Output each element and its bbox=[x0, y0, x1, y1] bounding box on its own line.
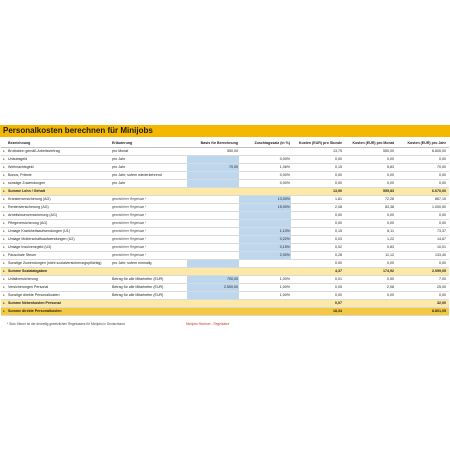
cell-month: 0,00 bbox=[387, 213, 394, 217]
cell-note: pro Jahr bbox=[112, 157, 126, 161]
cell-label: Summe direkte Personalkosten bbox=[8, 309, 62, 313]
cell-label: Sonstige Zuwendungen (nicht sozialversicherungspflichtig) bbox=[8, 261, 102, 265]
table-row bbox=[1, 172, 449, 180]
cell-note: pro Jahr bbox=[112, 181, 126, 185]
table-header-row bbox=[1, 139, 449, 148]
table-row bbox=[1, 276, 449, 284]
cell-base[interactable] bbox=[187, 180, 239, 187]
sum-row bbox=[1, 308, 449, 316]
row-bullet-icon: ▸ bbox=[3, 277, 5, 281]
cell-month: 0,00 bbox=[387, 261, 394, 265]
cell-year: 0,00 bbox=[439, 173, 446, 177]
cell-hour: 13,75 bbox=[333, 149, 342, 153]
row-bullet-icon: ▸ bbox=[3, 301, 5, 305]
row-bullet-icon: ▸ bbox=[3, 309, 5, 313]
cell-hour: 0,07 bbox=[335, 301, 342, 305]
cell-label: Bonus, Prämie bbox=[8, 173, 32, 177]
cell-pct: 1,00% bbox=[279, 277, 290, 281]
cell-pct bbox=[239, 300, 291, 307]
cell-note: gesetzlicher Regelsatz * bbox=[112, 213, 147, 217]
cell-month: 0,00 bbox=[387, 221, 394, 225]
cell-base bbox=[187, 220, 239, 227]
cell-base[interactable] bbox=[187, 156, 239, 163]
row-bullet-icon: ▸ bbox=[3, 181, 5, 185]
cell-base: 550,00 bbox=[227, 149, 238, 153]
table-row bbox=[1, 284, 449, 292]
cell-label: sonstige Zuwendungen bbox=[8, 181, 46, 185]
cell-hour: 0,02 bbox=[335, 245, 342, 249]
cell-base bbox=[187, 268, 239, 275]
cell-hour: 0,00 bbox=[335, 157, 342, 161]
cell-label: Bruttolohn gemäß Arbeitsvertrag bbox=[8, 149, 60, 153]
cell-year: 70,00 bbox=[437, 165, 446, 169]
footnote: * Stan Steuer ist der derzeitig gesetzlichen Regelsatzes für Minijobs in Deutschland bbox=[7, 322, 125, 326]
cell-month: 0,00 bbox=[387, 181, 394, 185]
sum-row bbox=[1, 300, 449, 308]
cell-hour: 0,00 bbox=[335, 181, 342, 185]
table-row bbox=[1, 220, 449, 228]
cell-hour: 0,00 bbox=[335, 261, 342, 265]
cell-year: 14,67 bbox=[437, 237, 446, 241]
cell-hour: 0,00 bbox=[335, 213, 342, 217]
cell-base bbox=[187, 300, 239, 307]
cell-note: gesetzlicher Regelsatz * bbox=[112, 245, 147, 249]
cell-note: gesetzlicher Regelsatz * bbox=[112, 197, 147, 201]
cell-year: 73,37 bbox=[437, 229, 446, 233]
cell-year: 0,00 bbox=[439, 157, 446, 161]
cell-label: Umlage Insolvenzgeld (U3) bbox=[8, 245, 52, 249]
cell-year: 0,00 bbox=[439, 213, 446, 217]
cell-base bbox=[187, 252, 239, 259]
cell-year: 0,00 bbox=[439, 293, 446, 297]
cell-note: pro Monat bbox=[112, 149, 129, 153]
cell-pct[interactable]: 13,00% bbox=[239, 196, 291, 203]
cell-month: 1,22 bbox=[387, 237, 394, 241]
cell-base bbox=[187, 236, 239, 243]
cell-label: Pauschale Steuer bbox=[8, 253, 37, 257]
cell-label: Rentenversicherung (AG) bbox=[8, 205, 49, 209]
cell-month: 2,08 bbox=[387, 285, 394, 289]
header-label: Bezeichnung bbox=[8, 141, 31, 145]
cell-base[interactable]: 70,00 bbox=[187, 164, 239, 171]
cell-label: Unfallversicherung bbox=[8, 277, 38, 281]
cell-note: pro Jahr bbox=[112, 165, 126, 169]
cell-pct bbox=[239, 260, 291, 267]
title-bar bbox=[0, 125, 450, 137]
cell-pct bbox=[239, 268, 291, 275]
header-base: Basis für Berechnung bbox=[200, 141, 238, 145]
row-bullet-icon: ▸ bbox=[3, 173, 5, 177]
cell-label: Krankenversicherung (AG) bbox=[8, 197, 51, 201]
cell-pct bbox=[239, 308, 291, 315]
cell-hour: 0,00 bbox=[335, 293, 342, 297]
cell-label: Summe Nebenkosten Personal bbox=[8, 301, 61, 305]
cell-month: 0,50 bbox=[387, 277, 394, 281]
cell-month: 0,00 bbox=[387, 157, 394, 161]
table-row bbox=[1, 196, 449, 204]
row-bullet-icon: ▸ bbox=[3, 261, 5, 265]
cell-month: 174,92 bbox=[383, 269, 394, 273]
table-row bbox=[1, 164, 449, 172]
table-row bbox=[1, 212, 449, 220]
cell-base bbox=[187, 196, 239, 203]
cell-pct bbox=[239, 148, 291, 155]
cell-month: 0,00 bbox=[387, 293, 394, 297]
footer-link[interactable]: Minijobs Rechner - Regelsätze bbox=[186, 322, 230, 326]
cell-hour: 0,28 bbox=[335, 253, 342, 257]
row-bullet-icon: ▸ bbox=[3, 189, 5, 193]
cell-base bbox=[187, 244, 239, 251]
cell-label: Weihnachtsgeld bbox=[8, 165, 34, 169]
cell-year: 0,00 bbox=[439, 261, 446, 265]
cell-pct bbox=[239, 188, 291, 195]
cell-base bbox=[187, 188, 239, 195]
cell-pct: 0,00% bbox=[279, 157, 290, 161]
cell-month: 83,38 bbox=[385, 205, 394, 209]
cell-year: 0,00 bbox=[439, 221, 446, 225]
cell-month: 550,00 bbox=[383, 149, 394, 153]
cell-month: 5,83 bbox=[387, 165, 394, 169]
cell-pct: 1,00% bbox=[279, 285, 290, 289]
cell-pct[interactable]: 2,00% bbox=[239, 252, 291, 259]
cell-note: gesetzlicher Regelsatz * bbox=[112, 205, 147, 209]
header-year: Kosten (EUR) pro Jahr bbox=[407, 141, 446, 145]
cell-year: 8.801,05 bbox=[432, 309, 446, 313]
row-bullet-icon: ▸ bbox=[3, 221, 5, 225]
cell-pct: 1,00% bbox=[279, 293, 290, 297]
cell-note bbox=[111, 188, 187, 195]
cell-month: 11,12 bbox=[385, 253, 394, 257]
table-row bbox=[1, 252, 449, 260]
cell-year: 6.600,00 bbox=[432, 149, 446, 153]
cell-pct: 0,00% bbox=[279, 181, 290, 185]
table-row bbox=[1, 244, 449, 252]
cell-hour: 0,05 bbox=[335, 285, 342, 289]
cell-year: 25,00 bbox=[437, 285, 446, 289]
row-bullet-icon: ▸ bbox=[3, 269, 5, 273]
table-row bbox=[1, 180, 449, 188]
cell-label: Summe Lohn / Gehalt bbox=[8, 189, 45, 193]
row-bullet-icon: ▸ bbox=[3, 213, 5, 217]
cell-pct[interactable]: 1,10% bbox=[239, 228, 291, 235]
cell-year: 0,00 bbox=[439, 181, 446, 185]
cell-hour: 0,15 bbox=[335, 165, 342, 169]
row-bullet-icon: ▸ bbox=[3, 197, 5, 201]
cell-hour: 0,03 bbox=[335, 237, 342, 241]
cell-note: pro Jahr; sofern einmalig bbox=[112, 261, 152, 265]
table-row bbox=[1, 156, 449, 164]
header-month: Kosten (EUR) pro Monat bbox=[352, 141, 394, 145]
cell-pct: 0,00% bbox=[279, 173, 290, 177]
cell-label: Arbeitslosenversicherung (AG) bbox=[8, 213, 57, 217]
cell-note: gesetzlicher Regelsatz * bbox=[112, 237, 147, 241]
cell-pct: 1,06% bbox=[279, 165, 290, 169]
sheet-title: Personalkosten berechnen für Minijobs bbox=[3, 126, 153, 135]
cell-note: gesetzlicher Regelsatz * bbox=[112, 253, 147, 257]
cell-note bbox=[111, 308, 187, 315]
cell-base[interactable] bbox=[187, 172, 239, 179]
cell-label: Sonstige direkte Personalkosten bbox=[8, 293, 60, 297]
cell-note: gesetzlicher Regelsatz * bbox=[112, 229, 147, 233]
sum-row bbox=[1, 188, 449, 196]
cell-note: pro Jahr; sofern wiederkehrend bbox=[112, 173, 162, 177]
cell-base[interactable] bbox=[187, 292, 239, 299]
table-row bbox=[1, 204, 449, 212]
header-hour: Kosten (EUR) pro Stunde bbox=[298, 141, 342, 145]
cell-base bbox=[187, 308, 239, 315]
cell-month bbox=[343, 308, 395, 315]
cell-year: 2.099,05 bbox=[432, 269, 446, 273]
cell-month: 555,83 bbox=[383, 189, 394, 193]
header-note: Erläuterung bbox=[112, 141, 133, 145]
cell-hour: 0,00 bbox=[335, 173, 342, 177]
cell-label: Versicherungen Personal bbox=[8, 285, 49, 289]
table-row bbox=[1, 292, 449, 300]
cell-year: 7,00 bbox=[439, 277, 446, 281]
table-row bbox=[1, 236, 449, 244]
cell-year: 10,01 bbox=[437, 245, 446, 249]
cell-label: Urlaubsgeld bbox=[8, 157, 28, 161]
cell-month: 0,83 bbox=[387, 245, 394, 249]
cell-year: 6.670,00 bbox=[432, 189, 446, 193]
sum-row bbox=[1, 268, 449, 276]
table-row bbox=[1, 148, 449, 156]
cell-pct[interactable] bbox=[239, 212, 291, 219]
row-bullet-icon: ▸ bbox=[3, 285, 5, 289]
cell-hour: 2,08 bbox=[335, 205, 342, 209]
cell-pct[interactable]: 0,22% bbox=[239, 236, 291, 243]
cell-base[interactable]: 2.500,00 bbox=[187, 284, 239, 291]
cell-pct[interactable]: 15,00% bbox=[239, 204, 291, 211]
cell-note bbox=[111, 300, 187, 307]
header-pct: Zuschlagssatz (in %) bbox=[254, 141, 290, 145]
cell-note: gesetzlicher Regelsatz * bbox=[112, 221, 147, 225]
cell-base[interactable]: 700,00 bbox=[187, 276, 239, 283]
row-bullet-icon: ▸ bbox=[3, 253, 5, 257]
cell-hour: 0,00 bbox=[335, 221, 342, 225]
cell-base bbox=[187, 228, 239, 235]
row-bullet-icon: ▸ bbox=[3, 293, 5, 297]
cell-hour: 0,01 bbox=[335, 277, 342, 281]
cell-note: Betrag für alle Mitarbeiter (EUR) bbox=[112, 285, 164, 289]
spreadsheet bbox=[0, 125, 450, 325]
cell-note: Betrag für alle Mitarbeiter (EUR) bbox=[112, 277, 164, 281]
table-row bbox=[1, 228, 449, 236]
cell-month bbox=[343, 300, 395, 307]
cell-pct[interactable] bbox=[239, 220, 291, 227]
cell-hour: 4,37 bbox=[335, 269, 342, 273]
row-bullet-icon: ▸ bbox=[3, 157, 5, 161]
cell-hour: 1,81 bbox=[335, 197, 342, 201]
cell-year: 1.000,50 bbox=[432, 205, 446, 209]
cell-hour: 0,15 bbox=[335, 229, 342, 233]
cell-month: 0,00 bbox=[387, 173, 394, 177]
table-row bbox=[1, 260, 449, 268]
cell-year: 133,40 bbox=[435, 253, 446, 257]
cell-note bbox=[111, 268, 187, 275]
row-bullet-icon: ▸ bbox=[3, 165, 5, 169]
cell-pct[interactable]: 0,15% bbox=[239, 244, 291, 251]
cell-base bbox=[187, 212, 239, 219]
cell-base bbox=[187, 204, 239, 211]
cell-label: Umlage Krankheitsaufwendungen (U1) bbox=[8, 229, 70, 233]
cell-base[interactable] bbox=[187, 260, 239, 267]
row-bullet-icon: ▸ bbox=[3, 245, 5, 249]
cell-year: 32,00 bbox=[437, 301, 446, 305]
cell-hour: 13,90 bbox=[333, 189, 342, 193]
cell-note: Betrag für alle Mitarbeiter (EUR) bbox=[112, 293, 164, 297]
cell-hour: 18,34 bbox=[333, 309, 342, 313]
row-bullet-icon: ▸ bbox=[3, 149, 5, 153]
cell-label: Pflegeversicherung (AG) bbox=[8, 221, 48, 225]
row-bullet-icon: ▸ bbox=[3, 205, 5, 209]
row-bullet-icon: ▸ bbox=[3, 229, 5, 233]
cell-label: Summe Sozialabgaben bbox=[8, 269, 48, 273]
cell-month: 72,26 bbox=[385, 197, 394, 201]
cell-month: 6,11 bbox=[387, 229, 394, 233]
cell-label: Umlage Mutterschaftsaufwendungen (U2) bbox=[8, 237, 75, 241]
cell-year: 867,10 bbox=[435, 197, 446, 201]
footer bbox=[0, 322, 450, 328]
row-bullet-icon: ▸ bbox=[3, 237, 5, 241]
